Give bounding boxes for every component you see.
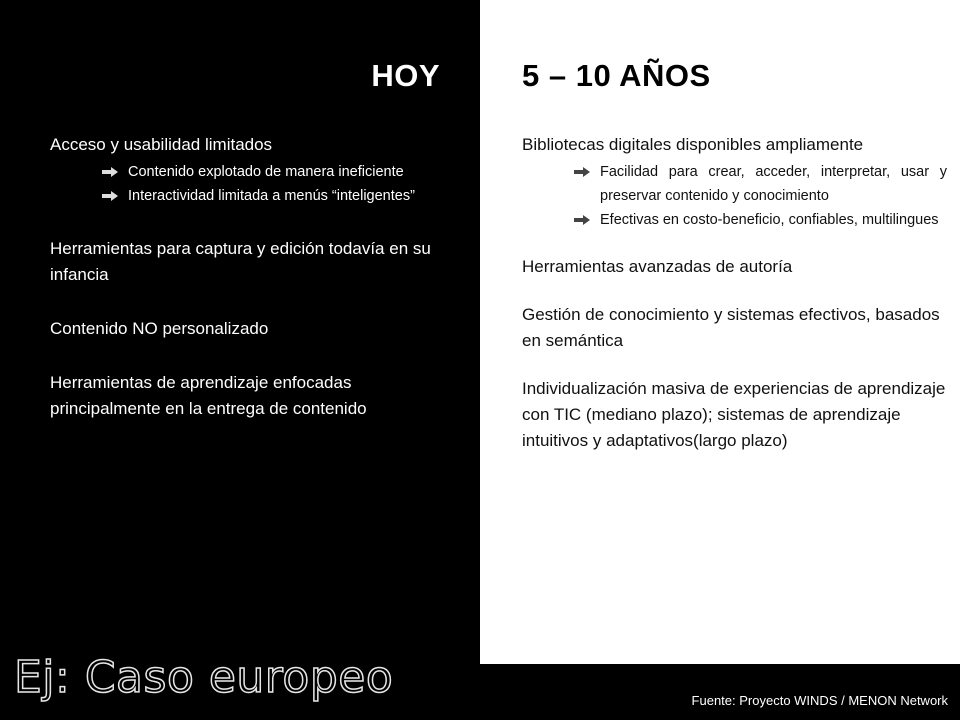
today-sub-text: Contenido explotado de manera ineficiente [128, 164, 404, 180]
future-item-authoring: Herramientas avanzadas de autoría [522, 257, 793, 276]
today-sub-item [50, 160, 445, 184]
arrow-bullet-icon [574, 167, 590, 177]
source-credit: Fuente: Proyecto WINDS / MENON Network [691, 693, 948, 708]
future-item-individualization: Individualización masiva de experiencias de aprendizaje con TIC (mediano plazo); sistemas de aprendizaje intuitivos y adaptativos(largo plazo) [522, 379, 946, 450]
today-item-learning-tools: Herramientas de aprendizaje enfocadas principalmente en la entrega de contenido [50, 373, 367, 418]
future-item-knowledge: Gestión de conocimiento y sistemas efectivos, basados en semántica [522, 305, 940, 350]
future-item-libraries: Bibliotecas digitales disponibles ampliamente [522, 135, 864, 154]
future-sub-text: Efectivas en costo-beneficio, confiables, multilingues [600, 212, 939, 228]
today-item-content: Contenido NO personalizado [50, 319, 269, 338]
slide-title: Ej: Caso europeo [14, 652, 394, 703]
today-sub-list [50, 160, 445, 208]
today-item-access: Acceso y usabilidad limitados [50, 135, 273, 154]
arrow-bullet-icon [574, 215, 590, 225]
future-column [522, 132, 947, 454]
future-sub-text: Facilidad para crear, acceder, interpretar, usar y preservar contenido y conocimiento [600, 164, 947, 204]
arrow-bullet-icon [102, 167, 118, 177]
today-sub-text: Interactividad limitada a menús “inteligentes” [128, 188, 415, 204]
arrow-bullet-icon [102, 191, 118, 201]
today-item-tools: Herramientas para captura y edición todavía en su infancia [50, 239, 431, 284]
future-sub-list [522, 160, 947, 232]
today-sub-item [50, 184, 445, 208]
today-column [50, 132, 445, 422]
future-sub-item [522, 160, 947, 208]
title-future: 5 – 10 AÑOS [522, 58, 711, 93]
title-today: HOY [371, 58, 440, 93]
future-sub-item [522, 208, 947, 232]
